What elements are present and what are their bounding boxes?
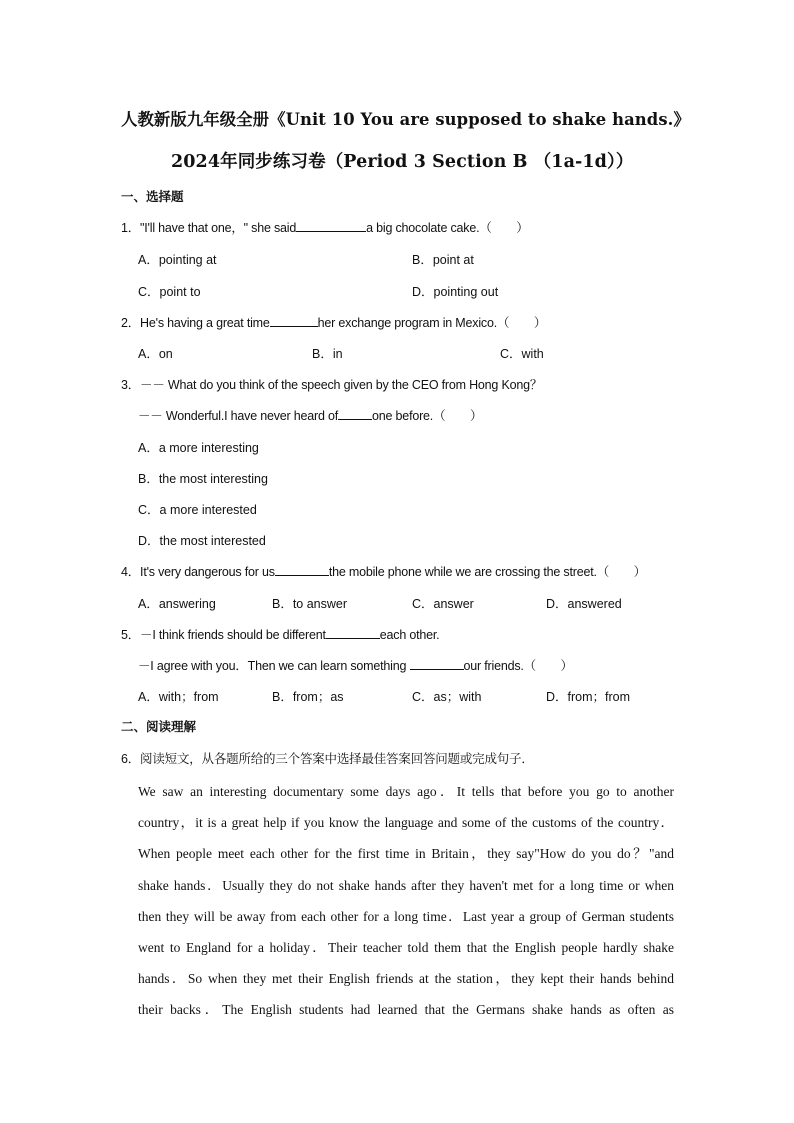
q1-option-d: D．pointing out [412, 285, 499, 299]
passage-line-1: We saw an interesting documentary some days ago．It tells that before you go to another [138, 784, 674, 799]
q5-text-before: 5．－I think friends should be different [121, 628, 326, 642]
passage-line-2: country，it is a great help if you know the language and some of the customs of the country． [138, 815, 674, 830]
question-2 [121, 313, 546, 331]
q4-option-c: C．answer [412, 597, 474, 611]
q5-text-after: each other. [379, 628, 440, 642]
passage-line-6: went to England for a holiday．Their teacher told them that the English people hardly shake [138, 940, 674, 955]
q5-option-b: B．from；as [272, 690, 344, 704]
q1-option-c: C．point to [138, 285, 201, 299]
q2-option-a: A．on [138, 347, 173, 361]
q4-blank [275, 564, 329, 576]
q3-option-d: D．the most interested [138, 534, 266, 548]
q4-option-d: D．answered [546, 597, 622, 611]
section-heading-choice: 一、选择题 [121, 189, 184, 204]
q1-text-after: a big chocolate cake.（ ） [366, 221, 529, 235]
q2-option-c: C．with [500, 347, 544, 361]
q3-option-b: B．the most interesting [138, 472, 268, 486]
passage-line-8: their backs．The English students had learned that the Germans shake hands as often as [138, 1002, 674, 1017]
q1-option-b: B．point at [412, 253, 474, 267]
q4-option-a: A．answering [138, 597, 216, 611]
q5-option-d: D．from；from [546, 690, 631, 704]
q5-option-a: A．with；from [138, 690, 219, 704]
q1-text-before: 1．"I'll have that one，" she said [121, 221, 297, 235]
q5-blank-2 [410, 658, 464, 670]
q4-option-b: B．to answer [272, 597, 348, 611]
section-heading-reading: 二、阅读理解 [121, 719, 197, 734]
q3-blank [338, 408, 372, 420]
q1-blank [296, 220, 366, 232]
title-line-1: 人教新版九年级全册《Unit 10 You are supposed to shake hands.》 [121, 110, 690, 129]
passage-line-4: shake hands．Usually they do not shake hands after they haven't met for a long time or when [138, 878, 674, 893]
q5-option-c: C．as；with [412, 690, 482, 704]
question-5 [121, 625, 439, 643]
question-3: 3．－－ What do you think of the speech given by the CEO from Hong Kong？ [121, 378, 543, 392]
q3-option-a: A．a more interesting [138, 441, 259, 455]
passage-line-3: When people meet each other for the first time in Britain，they say"How do you do？"and [138, 846, 674, 861]
question-6-instructions: 6．阅读短文，从各题所给的三个答案中选择最佳答案回答问题或完成句子． [121, 752, 534, 766]
question-4 [121, 562, 646, 580]
q2-option-b: B．in [312, 347, 343, 361]
q4-text-after: the mobile phone while we are crossing the street.（ ） [328, 565, 646, 579]
q5-reply-before: －I agree with you．Then we can learn something [138, 659, 410, 673]
q3-text-before: －－ Wonderful.I have never heard of [138, 409, 339, 423]
q3-option-c: C．a more interested [138, 503, 257, 517]
q4-text-before: 4．It's very dangerous for us [121, 565, 275, 579]
title-line-2: 2024年同步练习卷（Period 3 Section B （1a-1d）） [171, 152, 634, 172]
q1-option-a: A．pointing at [138, 253, 217, 267]
q5-reply-after: our friends.（ ） [463, 659, 573, 673]
q3-text-after: one before.（ ） [372, 409, 483, 423]
question-1 [121, 218, 529, 236]
question-3-reply [138, 406, 482, 424]
q2-text-before: 2．He's having a great time [121, 316, 270, 330]
question-5-reply [138, 656, 573, 674]
passage-line-7: hands．So when they met their English friends at the station，they kept their hands behind [138, 971, 674, 986]
q5-blank-1 [326, 627, 380, 639]
passage-line-5: then they will be away from each other for a long time．Last year a group of German students [138, 909, 674, 924]
q2-blank [270, 315, 318, 327]
q2-text-after: her exchange program in Mexico.（ ） [317, 316, 547, 330]
